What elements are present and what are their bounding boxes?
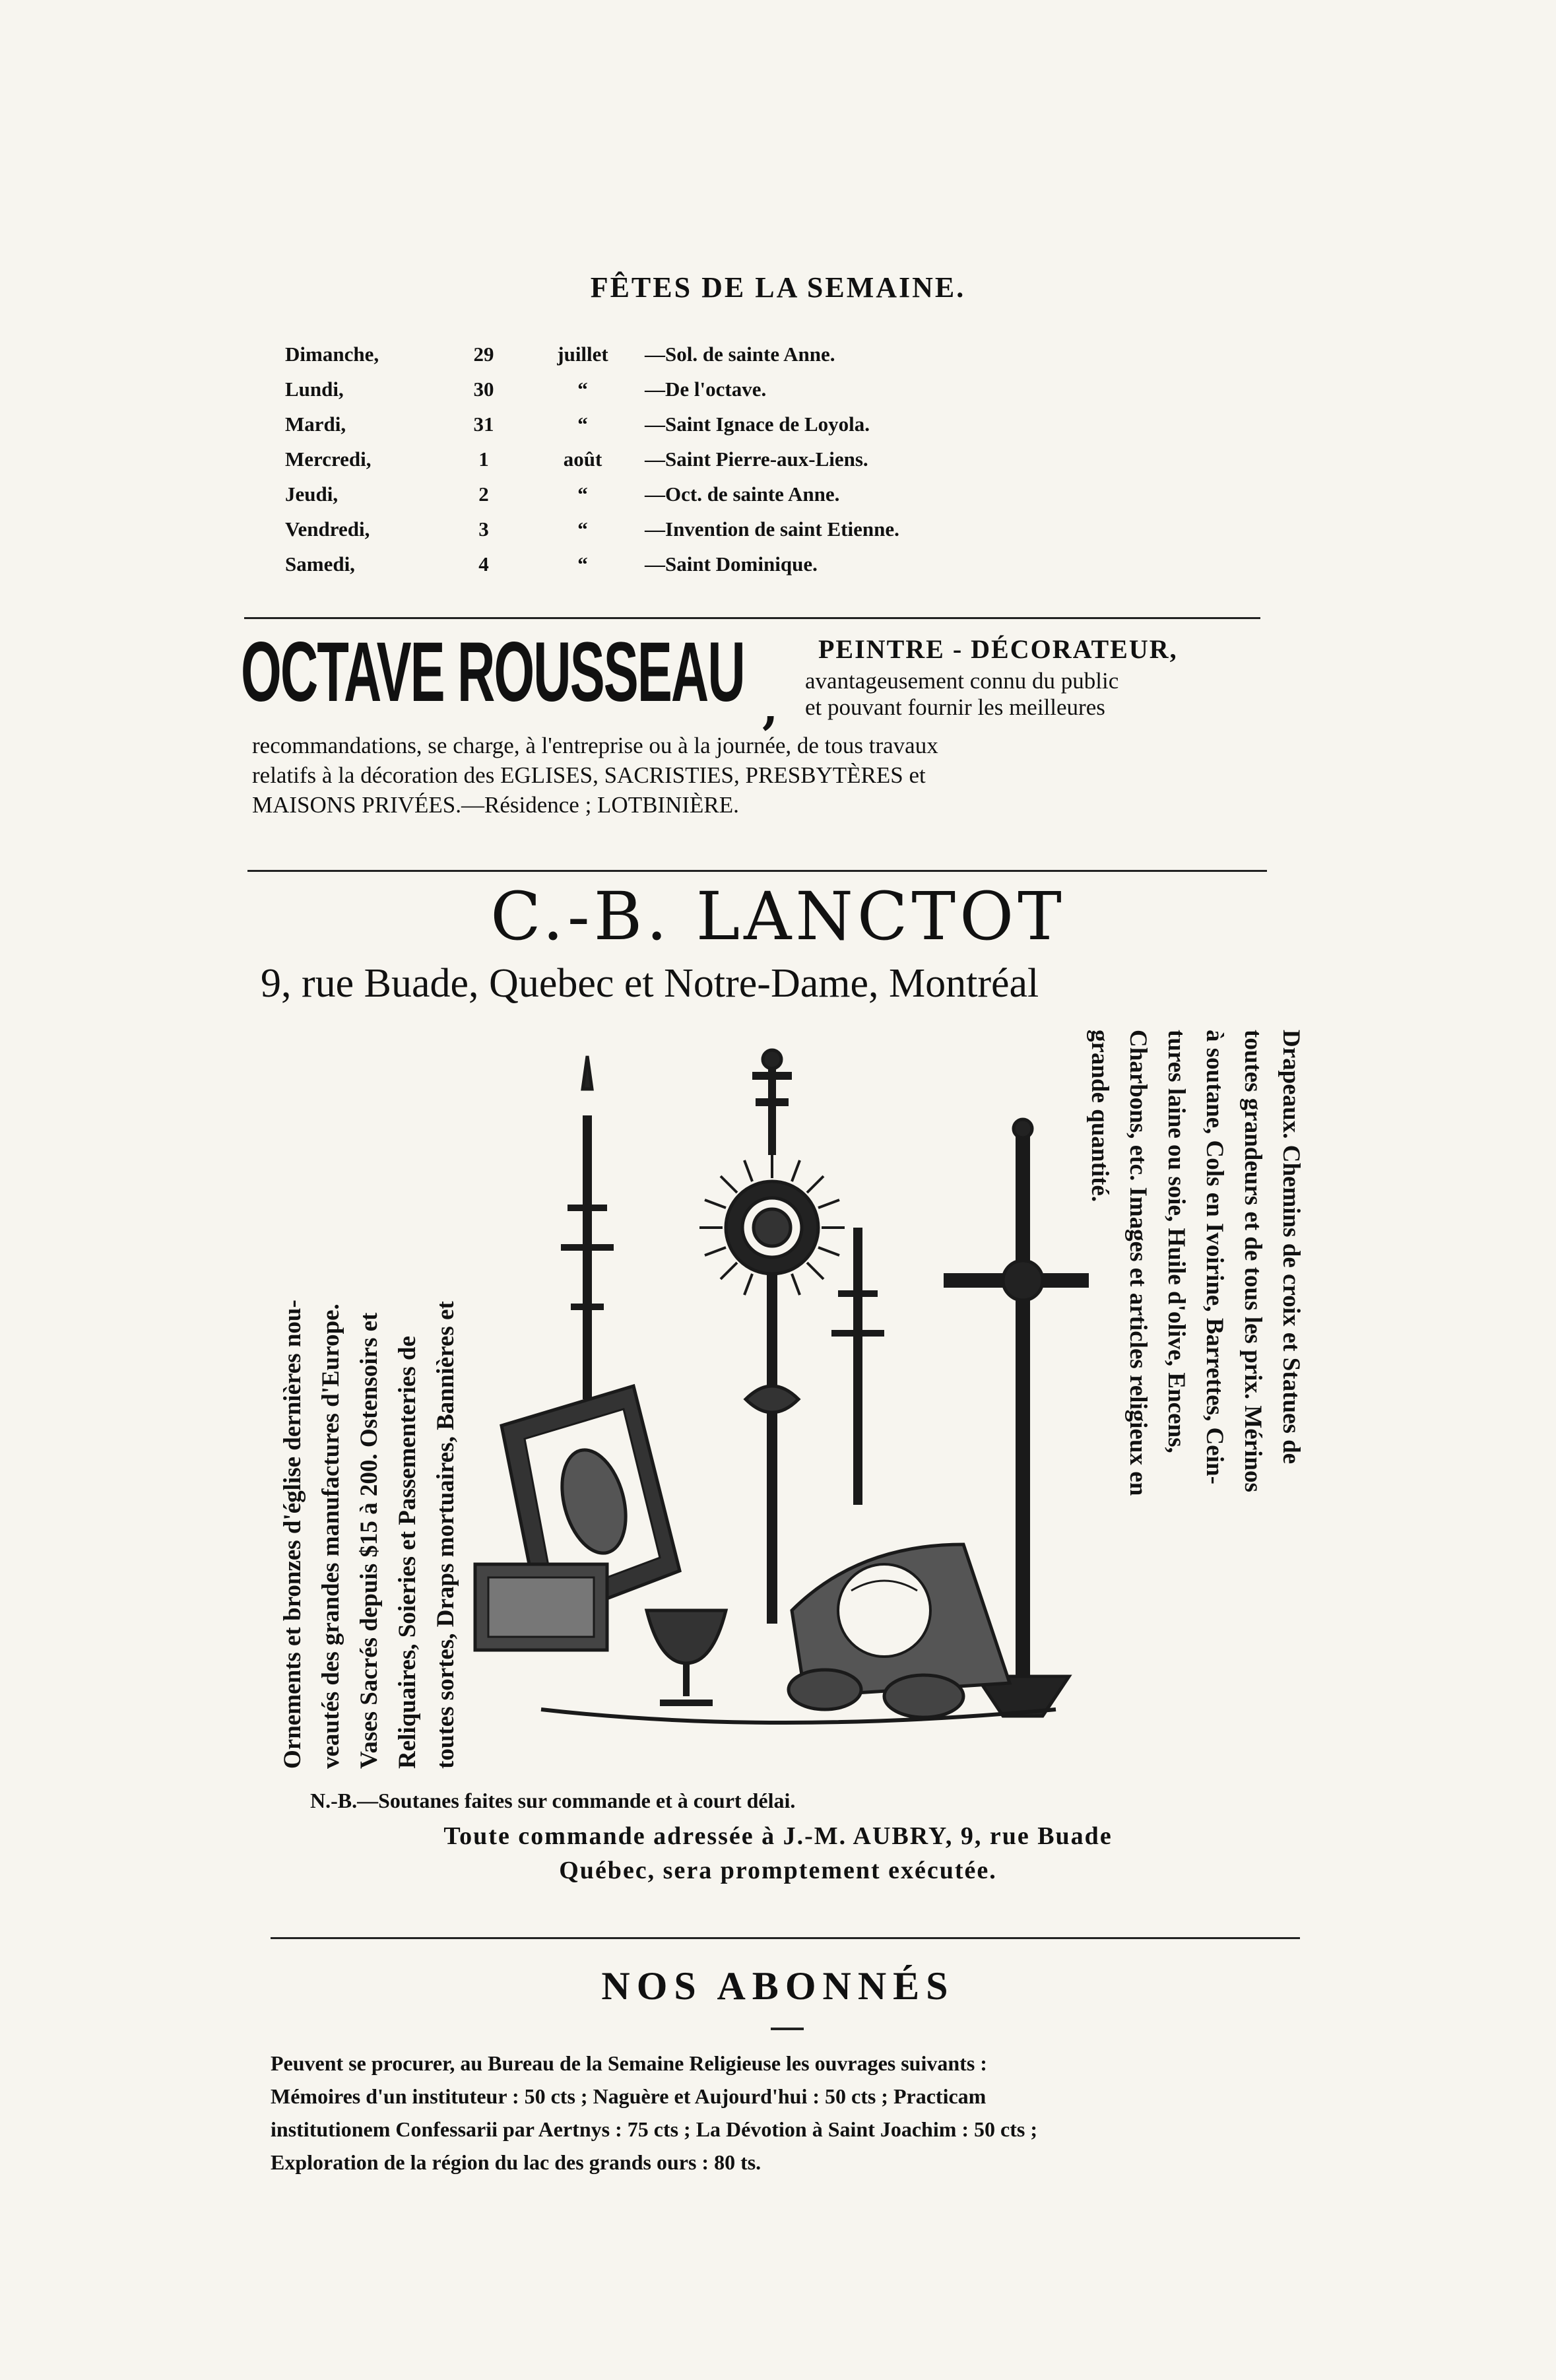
lanctot-left-line-3: Vases Sacrés depuis $15 à 200. Ostensoirs et bbox=[356, 1312, 383, 1769]
fete-feast: —Invention de saint Etienne. bbox=[645, 517, 899, 541]
lanctot-right-line-5: Charbons, etc. Images et articles religieux en bbox=[1124, 1030, 1151, 1496]
fete-date: 31 bbox=[473, 413, 494, 436]
lanctot-order-line-1: Toute commande adressée à J.-M. AUBRY, 9, rue Buade bbox=[443, 1822, 1113, 1850]
fete-feast: —Saint Dominique. bbox=[645, 552, 818, 576]
lanctot-left-line-1: Ornements et bronzes d'église dernières nou- bbox=[279, 1300, 306, 1769]
fete-feast: —Sol. de sainte Anne. bbox=[645, 343, 835, 366]
lanctot-nb: N.-B.—Soutanes faites sur commande et à court délai. bbox=[310, 1789, 796, 1812]
fete-day: Jeudi, bbox=[285, 482, 339, 506]
fete-day: Mercredi, bbox=[285, 447, 372, 471]
abonnes-line-3: institutionem Confessarii par Aertnys : 75 cts ; La Dévotion à Saint Joachim : 50 cts ; bbox=[271, 2117, 1038, 2141]
lanctot-right-line-3: à soutane, Cols en Ivoirine, Barrettes, Cein- bbox=[1201, 1030, 1228, 1484]
fete-month: “ bbox=[577, 482, 588, 506]
fete-date: 3 bbox=[478, 517, 489, 541]
rousseau-line-3: et pouvant fournir les meilleures bbox=[805, 694, 1105, 720]
fete-row bbox=[285, 340, 899, 375]
abonnes-line-1: Peuvent se procurer, au Bureau de la Semaine Religieuse les ouvrages suivants : bbox=[271, 2051, 987, 2075]
fete-month: août bbox=[563, 447, 602, 471]
lanctot-right-line-6: grande quantité. bbox=[1086, 1030, 1113, 1203]
abonnes-line-2: Mémoires d'un instituteur : 50 cts ; Naguère et Aujourd'hui : 50 cts ; Practicam bbox=[271, 2084, 987, 2108]
rousseau-name: OCTAVE ROUSSEAU bbox=[241, 625, 744, 719]
fete-month: “ bbox=[577, 378, 588, 401]
fete-date: 29 bbox=[473, 343, 494, 366]
fete-day: Lundi, bbox=[285, 378, 344, 401]
lanctot-left-line-4: Reliquaires, Soieries et Passementeries de bbox=[394, 1336, 421, 1769]
fete-day: Vendredi, bbox=[285, 517, 370, 541]
fete-feast: —Saint Pierre-aux-Liens. bbox=[645, 447, 868, 471]
fete-date: 4 bbox=[478, 552, 489, 576]
fete-date: 1 bbox=[478, 447, 489, 471]
abonnes-title: NOS ABONNÉS bbox=[601, 1964, 955, 2008]
fetes-table bbox=[285, 340, 899, 585]
rousseau-line-5: relatifs à la décoration des EGLISES, SACRISTIES, PRESBYTÈRES et bbox=[252, 762, 926, 788]
fete-row bbox=[285, 550, 899, 585]
fete-month: juillet bbox=[557, 343, 608, 366]
abonnes-line-4: Exploration de la région du lac des grands ours : 80 ts. bbox=[271, 2150, 762, 2174]
rousseau-line-4: recommandations, se charge, à l'entreprise ou à la journée, de tous travaux bbox=[252, 733, 938, 758]
rousseau-line-6: MAISONS PRIVÉES.—Résidence ; LOTBINIÈRE. bbox=[252, 792, 739, 818]
fete-feast: —Saint Ignace de Loyola. bbox=[645, 413, 870, 436]
lanctot-left-line-5: toutes sortes, Draps mortuaires, Bannières et bbox=[432, 1301, 459, 1769]
lanctot-left-line-2: veautés des grandes manufactures d'Europe. bbox=[317, 1304, 344, 1769]
abonnes-dash bbox=[771, 2028, 804, 2030]
lanctot-right-line-4: tures laine ou soie, Huile d'olive, Encens, bbox=[1163, 1030, 1190, 1453]
fetes-title: FÊTES DE LA SEMAINE. bbox=[590, 271, 966, 304]
fete-day: Samedi, bbox=[285, 552, 355, 576]
candlestick-icon bbox=[831, 1228, 884, 1505]
lanctot-order-line-2: Québec, sera promptement exécutée. bbox=[559, 1857, 997, 1884]
fete-row bbox=[285, 480, 899, 515]
fete-month: “ bbox=[577, 552, 588, 576]
divider-3 bbox=[271, 1937, 1300, 1939]
fete-month: “ bbox=[577, 413, 588, 436]
reliquary-icon bbox=[475, 1564, 607, 1650]
lanctot-name: C.-B. LANCTOT bbox=[490, 878, 1066, 955]
rousseau-title: PEINTRE - DÉCORATEUR, bbox=[818, 634, 1178, 664]
divider-1 bbox=[244, 617, 1260, 619]
fete-month: “ bbox=[577, 517, 588, 541]
fete-day: Dimanche, bbox=[285, 343, 379, 366]
fete-date: 2 bbox=[478, 482, 489, 506]
fete-feast: —De l'octave. bbox=[645, 378, 767, 401]
lanctot-address: 9, rue Buade, Quebec et Notre-Dame, Montréal bbox=[261, 961, 1039, 1006]
lanctot-right-line-2: toutes grandeurs et de tous les prix. Mérinos bbox=[1239, 1030, 1266, 1492]
rousseau-comma: , bbox=[762, 680, 779, 735]
divider-2 bbox=[247, 870, 1267, 872]
monstrance-icon bbox=[699, 1050, 845, 1624]
fete-row bbox=[285, 445, 899, 480]
rousseau-line-2: avantageusement connu du public bbox=[805, 668, 1119, 694]
lanctot-right-line-1: Drapeaux. Chemins de croix et Statues de bbox=[1278, 1030, 1305, 1465]
fete-feast: —Oct. de sainte Anne. bbox=[645, 482, 840, 506]
chalice-icon bbox=[647, 1610, 726, 1703]
fete-row bbox=[285, 375, 899, 410]
candlestick-icon bbox=[561, 1056, 614, 1399]
fete-row bbox=[285, 515, 899, 550]
fete-day: Mardi, bbox=[285, 413, 346, 436]
fete-row bbox=[285, 410, 899, 445]
church-ornaments-illustration bbox=[462, 1030, 1089, 1729]
fete-date: 30 bbox=[473, 378, 494, 401]
